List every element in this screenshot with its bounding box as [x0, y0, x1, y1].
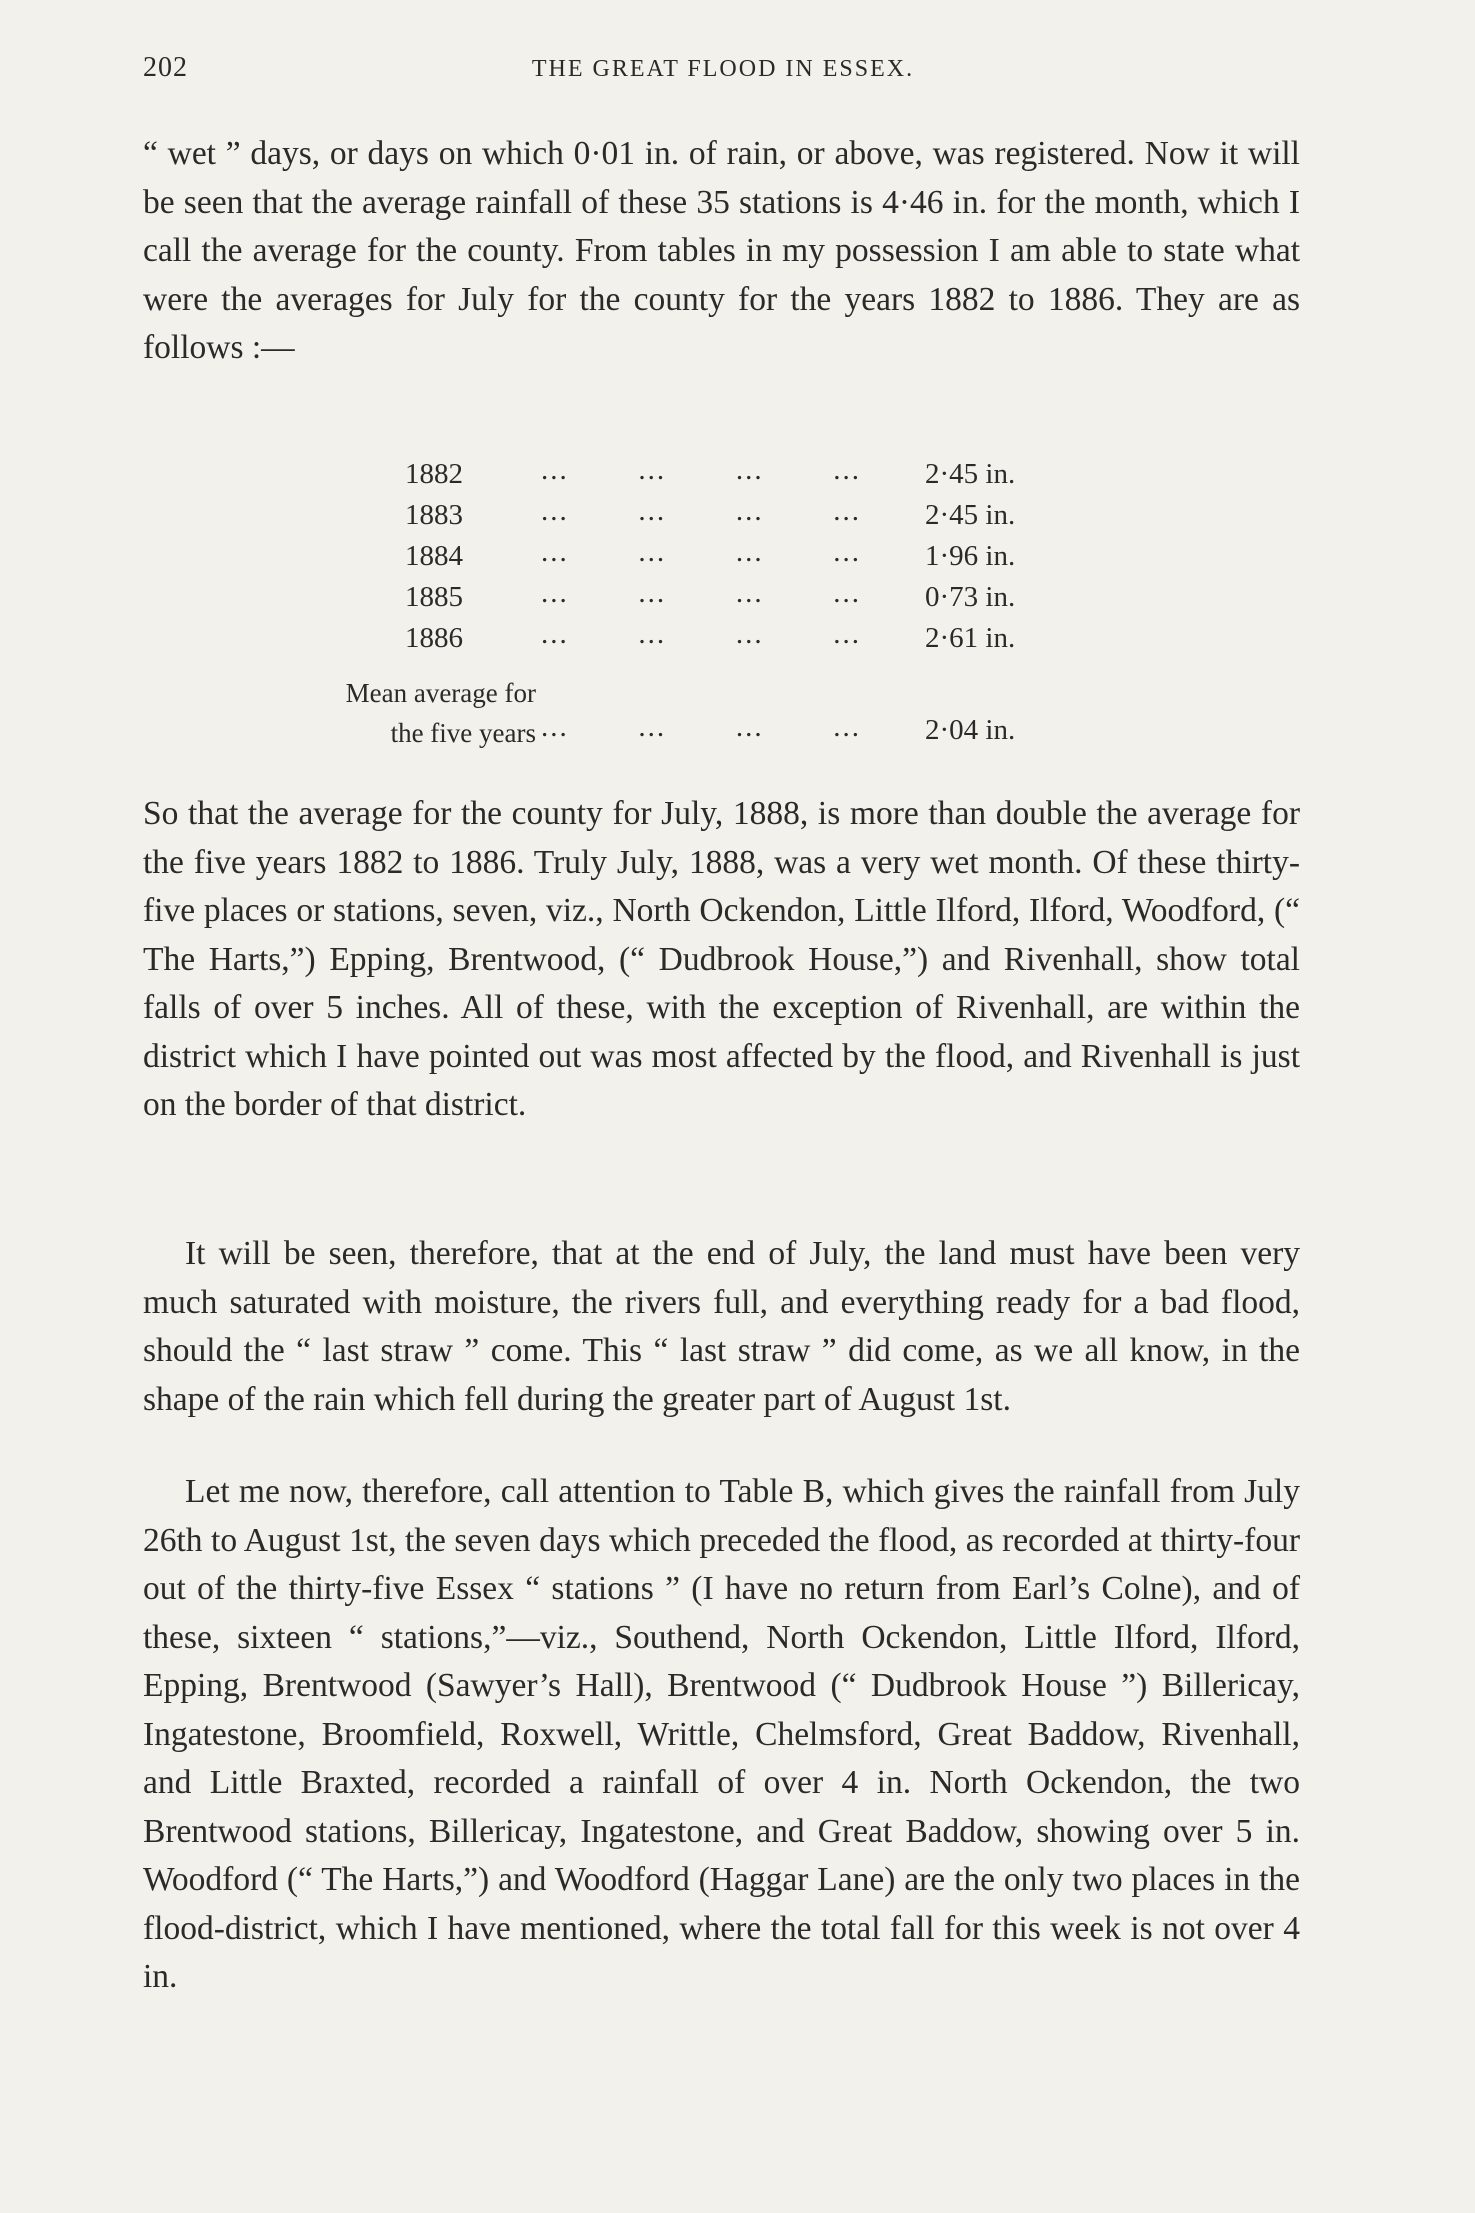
year-cell: 1886: [405, 622, 463, 654]
year-cell: 1884: [405, 540, 463, 572]
average-row-1883: [143, 495, 1300, 540]
july-averages-table: [143, 454, 1300, 755]
leader-dots: ... ... ... ...: [541, 577, 861, 609]
paragraph-table-b: Let me now, therefore, call attention to Table B, which gives the rainfall from July 26th to August 1st, the seven days which preceded the flood, as recorded at thirty-four out of the thirty-five Essex “ stations ” (I have no return from Earl’s Colne), and of these, sixteen “ stations,”—viz., Southend, North Ockendon, Little Ilford, Ilford, Epping, Brentwood (Sawyer’s Hall), Brentwood (“ Dudbrook House ”) Billericay, Ingatestone, Broomfield, Roxwell, Writtle, Chelmsford, Great Baddow, Rivenhall, and Little Braxted, recorded a rainfall of over 4 in. North Ockendon, the two Brentwood stations, Billericay, Ingatestone, and Great Baddow, showing over 5 in. Woodford (“ The Harts,”) and Woodford (Haggar Lane) are the only two places in the flood-district, which I have mentioned, where the total fall for this week is not over 4 in.: [143, 1473, 1300, 1995]
mean-average-value: 2·04 in.: [925, 714, 1016, 746]
mean-average-label: Mean average for the five years: [345, 678, 536, 748]
average-row-1886: [143, 618, 1300, 663]
value-cell: 2·61 in.: [925, 622, 1016, 654]
mean-average-row: [143, 673, 1300, 755]
leader-dots: ... ... ... ...: [541, 618, 861, 650]
paragraph-county-average: So that the average for the county for July, 1888, is more than double the average for the five years 1882 to 1886. Truly July, 1888, was a very wet month. Of these thirty-five places or stations, seven, viz., North Ockendon, Little Ilford, Ilford, Woodford, (“ The Harts,”) Epping, Brentwood, (“ Dudbrook House,”) and Rivenhall, show total falls of over 5 inches. All of these, with the exception of Rivenhall, are within the district which I have pointed out was most affected by the flood, and Rivenhall is just on the border of that district.: [143, 795, 1300, 1123]
leader-dots: ... ... ... ...: [541, 454, 861, 486]
paragraph-rainfall-intro: “ wet ” days, or days on which 0·01 in. of rain, or above, was registered. Now it will be seen that the average rainfall of these 35 stations is 4·46 in. for the month, which I call the average for the county. From tables in my possession I am able to state what were the averages for July for the county for the years 1882 to 1886. They are as follows :—: [143, 135, 1300, 366]
year-cell: 1885: [405, 581, 463, 613]
year-cell: 1882: [405, 458, 463, 490]
average-row-1885: [143, 577, 1300, 622]
leader-dots: ... ... ... ...: [541, 536, 861, 568]
paragraph-saturation: It will be seen, therefore, that at the end of July, the land must have been very much saturated with moisture, the rivers full, and everything ready for a bad flood, should the “ last straw ” come. This “ last straw ” did come, as we all know, in the shape of the rain which fell during the greater part of August 1st.: [143, 1235, 1300, 1418]
value-cell: 1·96 in.: [925, 540, 1016, 572]
value-cell: 2·45 in.: [925, 458, 1016, 490]
average-row-1884: [143, 536, 1300, 581]
year-cell: 1883: [405, 499, 463, 531]
value-cell: 2·45 in.: [925, 499, 1016, 531]
average-row-1882: [143, 454, 1300, 499]
leader-dots: ... ... ... ...: [541, 495, 861, 527]
running-head: [143, 52, 1303, 92]
page-number: 202: [143, 52, 188, 83]
running-title: THE GREAT FLOOD IN ESSEX.: [531, 56, 915, 82]
leader-dots: ... ... ... ...: [541, 711, 861, 743]
value-cell: 0·73 in.: [925, 581, 1016, 613]
